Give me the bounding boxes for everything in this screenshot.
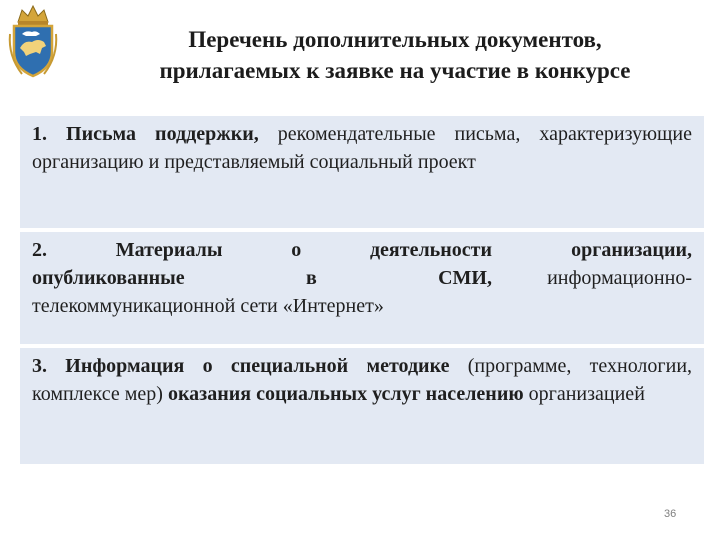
- item-3-number: 3.: [32, 355, 47, 377]
- item-1-rest: рекомендательные письма, характеризующие организацию и представляемый социальный проект: [32, 123, 692, 173]
- document-item-1: [20, 116, 704, 228]
- title-line-2: прилагаемых к заявке на участие в конкурсе: [159, 58, 631, 83]
- item-3-text: [32, 352, 692, 408]
- page-title: [95, 24, 695, 86]
- item-2-row-1: [32, 236, 692, 264]
- document-item-3: [20, 348, 704, 464]
- page-number: 36: [664, 508, 677, 520]
- title-line-1: Перечень дополнительных документов,: [188, 27, 602, 52]
- item-2-line-2-right: информационно-: [547, 267, 692, 289]
- item-3-plain-b: организацией: [523, 383, 645, 405]
- coat-of-arms-icon: [6, 4, 60, 80]
- item-2-line-3-wrap: [32, 292, 692, 320]
- item-3-plain-a: (программе, технологии, комплексе мер): [32, 355, 693, 405]
- document-item-2: [20, 232, 704, 344]
- item-2-line-3: телекоммуникационной сети «Интернет»: [32, 295, 384, 317]
- item-1-number: 1.: [32, 123, 47, 145]
- item-2-line-1-right: организации,: [571, 239, 692, 261]
- item-2-row-2: [32, 264, 692, 292]
- item-3-bold-b: оказания социальных услуг населению: [167, 383, 524, 405]
- item-1-bold: Письма поддержки,: [66, 123, 259, 145]
- item-3-bold-a: Информация о специальной методике: [65, 355, 450, 377]
- item-2-line-1: 2. Материалы о деятельности: [32, 239, 492, 261]
- item-1-text: [32, 120, 692, 176]
- item-2-line-2: опубликованные в СМИ,: [32, 267, 492, 289]
